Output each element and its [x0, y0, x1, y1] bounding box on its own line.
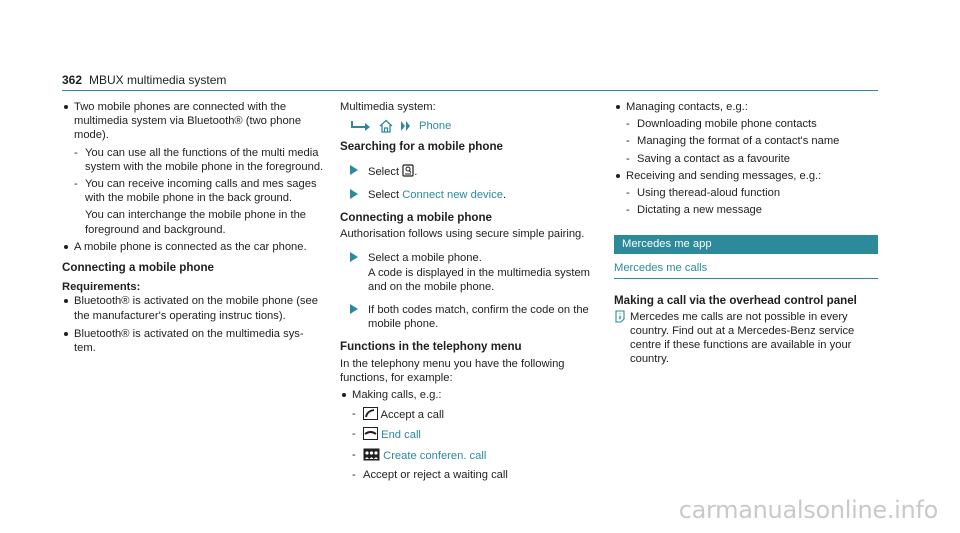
- nav-phone-link[interactable]: Phone: [419, 120, 452, 133]
- chevron-double-icon: [400, 120, 412, 132]
- dash-name-format: - Managing the format of a contact's name: [614, 134, 878, 148]
- column-right: [614, 100, 878, 367]
- step-arrow-icon: [350, 189, 358, 199]
- heading-telephony-menu: Functions in the telephony menu: [340, 340, 522, 354]
- step-arrow-icon: [350, 252, 358, 262]
- dash-interchange: You can interchange the mobile phone in the foreground and background.: [85, 209, 307, 236]
- arrow-right-icon: [350, 120, 372, 132]
- watermark: carmanualsonline.info: [678, 496, 938, 524]
- page-header: [62, 72, 878, 91]
- conference-call-icon: [363, 448, 380, 461]
- create-conference-link[interactable]: Create conferen. call: [383, 449, 487, 462]
- step-arrow-icon: [350, 304, 358, 314]
- mercedes-me-calls-link[interactable]: Mercedes me calls: [614, 261, 878, 278]
- end-call-icon: [363, 427, 378, 440]
- note-availability: Mercedes me calls are not possible in every country. Find out at a Mercedes-Benz service centre if these functions are available in your country.: [614, 310, 878, 367]
- dash-dictate: - Dictating a new message: [614, 203, 878, 217]
- dash-favourite: - Saving a contact as a favourite: [614, 152, 878, 166]
- step-select-icon: Select .: [340, 164, 602, 179]
- dash-foreground: - You can use all the functions of the multi media system with the mobile phone in the foreground.: [62, 146, 324, 174]
- menu-intro: In the telephony menu you have the following functions, for example:: [340, 357, 565, 384]
- step-select-phone: Select a mobile phone. A code is displayed in the multimedia system and on the mobile phone.: [340, 251, 602, 294]
- connect-new-device-link[interactable]: Connect new device: [402, 188, 503, 201]
- end-call-link[interactable]: End call: [381, 429, 421, 442]
- home-icon[interactable]: [379, 119, 393, 133]
- step-confirm-code: If both codes match, confirm the code on the mobile phone.: [340, 303, 602, 331]
- dash-conference: [340, 448, 602, 463]
- dash-waiting-call: - Accept or reject a waiting call: [340, 468, 602, 482]
- bullet-contacts: Managing contacts, e.g.:: [614, 100, 878, 114]
- heading-connecting-phone: Connecting a mobile phone: [62, 261, 215, 275]
- auth-text: Authorisation follows using secure simple pairing.: [340, 228, 585, 241]
- dash-download-contacts: - Downloading mobile phone contacts: [614, 117, 878, 131]
- step-arrow-icon: [350, 165, 358, 175]
- info-icon: [614, 310, 626, 323]
- bullet-making-calls: Making calls, e.g.:: [340, 388, 602, 402]
- system-intro: Multimedia system:: [340, 101, 436, 113]
- column-middle: [340, 100, 602, 485]
- phone-search-icon: [402, 164, 414, 177]
- nav-path: [340, 119, 602, 133]
- step-connect-device: Select Connect new device.: [340, 188, 602, 202]
- req-bluetooth-phone: Bluetooth® is activated on the mobile phone (see the manufacturer's operating instruc tions).: [62, 294, 324, 322]
- dash-end-call: [340, 427, 602, 442]
- bullet-two-phone-mode: Two mobile phones are connected with the multimedia system via Bluetooth® (two phone mode).: [62, 100, 324, 143]
- dash-read-aloud: - Using theread-aloud function: [614, 186, 878, 200]
- heading-connecting: Connecting a mobile phone: [340, 211, 493, 225]
- page-header-title: MBUX multimedia system: [89, 73, 227, 87]
- dash-accept-call: - Accept a call: [340, 407, 602, 422]
- accept-call-icon: [363, 407, 378, 420]
- dash-background: - You can receive incoming calls and mes sages with the mobile phone in the back ground.: [62, 177, 324, 205]
- req-bluetooth-system: Bluetooth® is activated on the multimedia sys tem.: [62, 327, 324, 355]
- bullet-car-phone: A mobile phone is connected as the car phone.: [62, 240, 324, 254]
- bullet-messages: Receiving and sending messages, e.g.:: [614, 169, 878, 183]
- heading-overhead-call: Making a call via the overhead control panel: [614, 293, 857, 307]
- column-left: [62, 100, 324, 357]
- requirements-label: Requirements:: [62, 281, 141, 294]
- heading-searching: Searching for a mobile phone: [340, 140, 503, 154]
- page-number: 362: [62, 73, 83, 87]
- section-banner: Mercedes me app: [614, 235, 878, 254]
